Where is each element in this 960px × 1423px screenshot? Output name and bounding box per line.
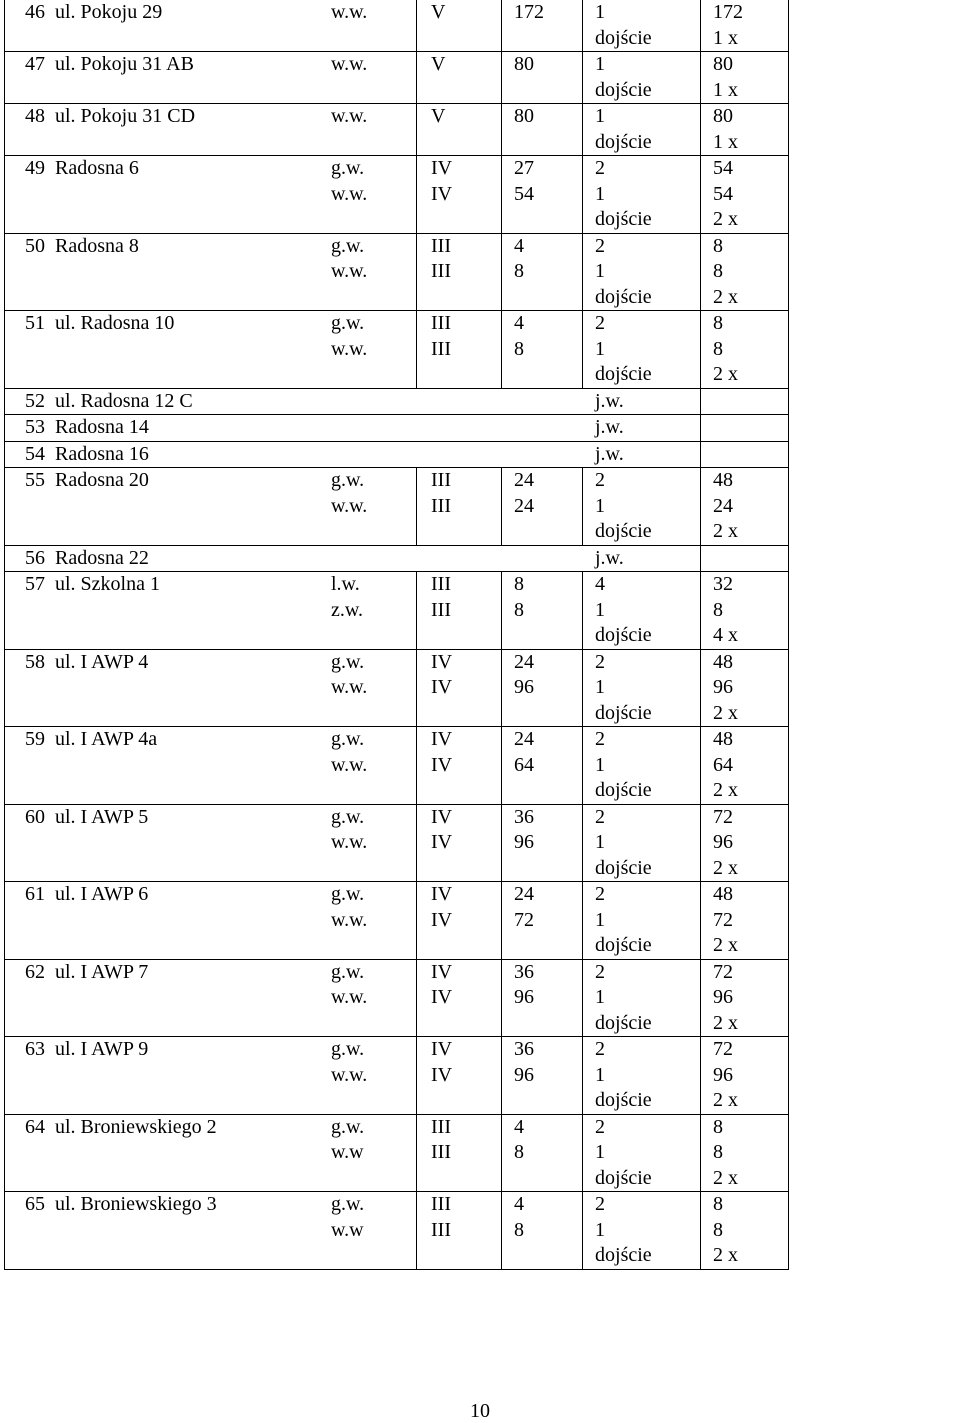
table-row — [5, 233, 789, 311]
procedure-cell: 1 dojście — [583, 104, 701, 156]
location-cell — [5, 311, 417, 389]
data-table — [4, 0, 789, 1270]
row-number: 56 — [25, 546, 45, 569]
sum-cell: 72 96 2 x — [701, 804, 789, 882]
location-name: ul. Pokoju 31 CD — [55, 105, 196, 127]
table-row — [5, 545, 789, 572]
sum-cell: 48 96 2 x — [701, 649, 789, 727]
row-number: 46 — [25, 1, 45, 23]
location-cell — [5, 233, 417, 311]
location-name: ul. Radosna 10 — [55, 312, 175, 334]
ditto-mark: j.w. — [595, 442, 624, 465]
area-cell: 4 8 — [502, 311, 583, 389]
water-type: g.w. w.w. — [331, 469, 368, 517]
sum-cell: 48 72 2 x — [701, 882, 789, 960]
location-cell — [5, 156, 417, 234]
area-cell: 27 54 — [502, 156, 583, 234]
sum-cell: 8 8 2 x — [701, 1192, 789, 1270]
area-cell: 80 — [502, 52, 583, 104]
procedure-cell: 2 1 dojście — [583, 804, 701, 882]
row-number: 49 — [25, 157, 45, 179]
row-number: 65 — [25, 1193, 45, 1215]
table-row — [5, 52, 789, 104]
sum-cell: 8 8 2 x — [701, 311, 789, 389]
area-cell: 24 72 — [502, 882, 583, 960]
water-type: g.w. w.w. — [331, 234, 368, 282]
location-cell — [5, 959, 417, 1037]
water-type: g.w. w.w — [331, 1115, 365, 1163]
sum-cell — [701, 415, 789, 442]
table-row — [5, 415, 789, 442]
location-name: Radosna 20 — [55, 469, 149, 491]
class-cell: V — [417, 0, 502, 52]
class-cell: V — [417, 104, 502, 156]
location-cell — [5, 882, 417, 960]
page-number: 10 — [470, 1400, 490, 1422]
location-cell — [5, 727, 417, 805]
location-cell — [5, 1037, 417, 1115]
class-cell: III III — [417, 233, 502, 311]
sum-cell: 80 1 x — [701, 104, 789, 156]
water-type: g.w. w.w. — [331, 312, 368, 360]
area-cell: 8 8 — [502, 572, 583, 650]
merged-cell — [5, 545, 701, 572]
sum-cell: 72 96 2 x — [701, 1037, 789, 1115]
area-cell: 24 64 — [502, 727, 583, 805]
class-cell: IV IV — [417, 882, 502, 960]
row-number: 57 — [25, 573, 45, 595]
class-cell: IV IV — [417, 959, 502, 1037]
class-cell: IV IV — [417, 156, 502, 234]
procedure-cell: 2 1 dojście — [583, 468, 701, 546]
location-name: ul. Pokoju 29 — [55, 1, 163, 23]
location-name: Radosna 6 — [55, 157, 139, 179]
class-cell: III III — [417, 311, 502, 389]
area-cell: 36 96 — [502, 1037, 583, 1115]
location-name: ul. I AWP 6 — [55, 883, 149, 905]
area-cell: 36 96 — [502, 804, 583, 882]
table-row — [5, 1114, 789, 1192]
procedure-cell: 2 1 dojście — [583, 649, 701, 727]
procedure-cell: 2 1 dojście — [583, 727, 701, 805]
sum-cell: 48 64 2 x — [701, 727, 789, 805]
table-row — [5, 727, 789, 805]
procedure-cell: 2 1 dojście — [583, 156, 701, 234]
area-cell: 172 — [502, 0, 583, 52]
location-name: ul. Pokoju 31 AB — [55, 53, 194, 75]
sum-cell — [701, 441, 789, 468]
merged-cell — [5, 415, 701, 442]
area-cell: 4 8 — [502, 1192, 583, 1270]
location-cell — [5, 1192, 417, 1270]
class-cell: IV IV — [417, 649, 502, 727]
water-type: g.w. w.w. — [331, 883, 368, 931]
row-number: 61 — [25, 883, 45, 905]
row-number: 62 — [25, 960, 45, 983]
row-number: 60 — [25, 805, 45, 828]
location-cell — [5, 649, 417, 727]
procedure-cell: 2 1 dojście — [583, 233, 701, 311]
class-cell: III III — [417, 1192, 502, 1270]
area-cell: 24 24 — [502, 468, 583, 546]
table-row — [5, 388, 789, 415]
table-row — [5, 1037, 789, 1115]
row-number: 51 — [25, 312, 45, 334]
sum-cell — [701, 388, 789, 415]
table-row — [5, 572, 789, 650]
location-name: Radosna 16 — [55, 442, 149, 465]
merged-cell — [5, 441, 701, 468]
class-cell: V — [417, 52, 502, 104]
location-name: ul. Broniewskiego 3 — [55, 1193, 217, 1215]
row-number: 55 — [25, 469, 45, 491]
water-type: g.w. w.w — [331, 1193, 365, 1241]
row-number: 64 — [25, 1115, 45, 1138]
ditto-mark: j.w. — [595, 546, 624, 569]
row-number: 50 — [25, 234, 45, 257]
table-row — [5, 104, 789, 156]
location-cell — [5, 0, 417, 52]
area-cell: 4 8 — [502, 1114, 583, 1192]
row-number: 53 — [25, 416, 45, 438]
row-number: 58 — [25, 650, 45, 673]
location-name: Radosna 22 — [55, 546, 149, 569]
row-number: 59 — [25, 728, 45, 750]
class-cell: IV IV — [417, 804, 502, 882]
location-name: ul. I AWP 5 — [55, 805, 149, 828]
location-name: ul. Szkolna 1 — [55, 573, 160, 595]
class-cell: III III — [417, 1114, 502, 1192]
sum-cell — [701, 545, 789, 572]
table-row — [5, 804, 789, 882]
location-name: Radosna 8 — [55, 234, 139, 257]
location-name: ul. I AWP 4 — [55, 650, 149, 673]
water-type: g.w. w.w. — [331, 1038, 368, 1086]
table-row — [5, 882, 789, 960]
sum-cell: 54 54 2 x — [701, 156, 789, 234]
procedure-cell: 1 dojście — [583, 52, 701, 104]
class-cell: IV IV — [417, 727, 502, 805]
location-cell — [5, 804, 417, 882]
sum-cell: 8 8 2 x — [701, 233, 789, 311]
water-type: w.w. — [331, 1, 368, 23]
location-name: ul. Broniewskiego 2 — [55, 1115, 217, 1138]
location-name: ul. I AWP 4a — [55, 728, 158, 750]
sum-cell: 72 96 2 x — [701, 959, 789, 1037]
table-row — [5, 311, 789, 389]
row-number: 48 — [25, 105, 45, 127]
sum-cell: 32 8 4 x — [701, 572, 789, 650]
water-type: g.w. w.w. — [331, 157, 368, 205]
merged-cell — [5, 388, 701, 415]
sum-cell: 48 24 2 x — [701, 468, 789, 546]
sum-cell: 8 8 2 x — [701, 1114, 789, 1192]
table-row — [5, 959, 789, 1037]
row-number: 52 — [25, 389, 45, 412]
ditto-mark: j.w. — [595, 389, 624, 412]
water-type: w.w. — [331, 53, 368, 75]
water-type: g.w. w.w. — [331, 805, 368, 853]
procedure-cell: 2 1 dojście — [583, 959, 701, 1037]
procedure-cell: 2 1 dojście — [583, 1114, 701, 1192]
class-cell: III III — [417, 468, 502, 546]
procedure-cell: 4 1 dojście — [583, 572, 701, 650]
table-row — [5, 468, 789, 546]
table-row — [5, 441, 789, 468]
location-cell — [5, 1114, 417, 1192]
table-row — [5, 0, 789, 52]
class-cell: III III — [417, 572, 502, 650]
area-cell: 80 — [502, 104, 583, 156]
area-cell: 24 96 — [502, 649, 583, 727]
table-row — [5, 156, 789, 234]
location-cell — [5, 104, 417, 156]
row-number: 54 — [25, 442, 45, 465]
procedure-cell: 2 1 dojście — [583, 1037, 701, 1115]
row-number: 63 — [25, 1038, 45, 1060]
location-cell — [5, 572, 417, 650]
location-name: ul. Radosna 12 C — [55, 389, 193, 412]
location-name: ul. I AWP 9 — [55, 1038, 149, 1060]
ditto-mark: j.w. — [595, 416, 624, 438]
class-cell: IV IV — [417, 1037, 502, 1115]
row-number: 47 — [25, 53, 45, 75]
water-type: g.w. w.w. — [331, 650, 368, 698]
location-name: Radosna 14 — [55, 416, 149, 438]
water-type: w.w. — [331, 105, 368, 127]
water-type: l.w. z.w. — [331, 573, 364, 621]
table-row — [5, 1192, 789, 1270]
area-cell: 36 96 — [502, 959, 583, 1037]
location-cell — [5, 468, 417, 546]
procedure-cell: 1 dojście — [583, 0, 701, 52]
sum-cell: 80 1 x — [701, 52, 789, 104]
location-cell — [5, 52, 417, 104]
procedure-cell: 2 1 dojście — [583, 882, 701, 960]
table-row — [5, 649, 789, 727]
area-cell: 4 8 — [502, 233, 583, 311]
table-body — [5, 0, 789, 1269]
procedure-cell: 2 1 dojście — [583, 1192, 701, 1270]
water-type: g.w. w.w. — [331, 728, 368, 776]
sum-cell: 172 1 x — [701, 0, 789, 52]
water-type: g.w. w.w. — [331, 960, 368, 1008]
procedure-cell: 2 1 dojście — [583, 311, 701, 389]
location-name: ul. I AWP 7 — [55, 960, 149, 983]
